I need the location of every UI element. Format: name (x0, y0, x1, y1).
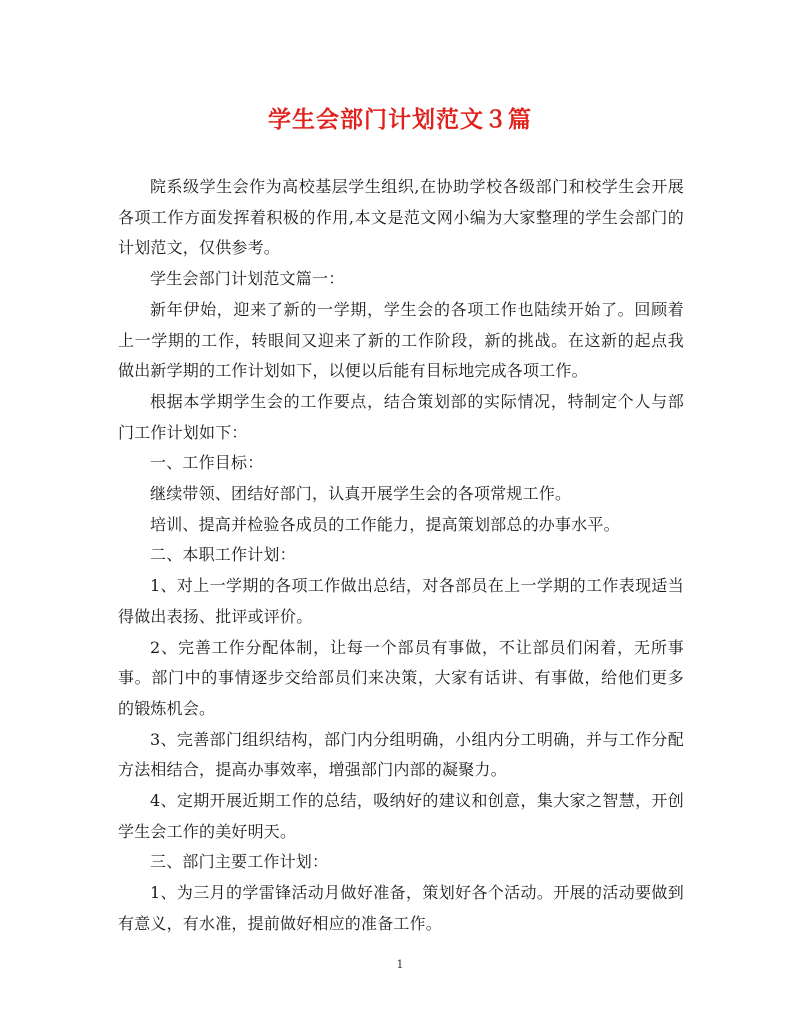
duty-item-2: 2、完善工作分配体制，让每一个部员有事做，不让部员们闲着，无所事事。部门中的事情逐步交给部员们来决策，大家有话讲、有事做，给他们更多的锻炼机会。 (118, 637, 684, 718)
document-title: 学生会部门计划范文３篇 (268, 106, 532, 133)
goal-item-2: 培训、提高并检验各成员的工作能力，提高策划部总的办事水平。 (150, 514, 620, 534)
duty-item-3: 3、完善部门组织结构，部门内分组明确，小组内分工明确，并与工作分配方法相结合，提高办事效率，增强部门内部的凝聚力。 (118, 729, 684, 780)
opening-paragraph: 新年伊始，迎来了新的一学期，学生会的各项工作也陆续开始了。回顾着上一学期的工作，转眼间又迎来了新的工作阶段，新的挑战。在这新的起点我做出新学期的工作计划如下，以便以后能有目标地完成各项工作。 (118, 299, 684, 381)
main-plan-heading: 三、部门主要工作计划： (150, 852, 329, 872)
section-heading-part-one: 学生会部门计划范文篇一： (150, 269, 345, 289)
page-number: 1 (396, 958, 404, 971)
main-plan-item-1: 1、为三月的学雷锋活动月做好准备，策划好各个活动。开展的活动要做到有意义，有水准，提前做好相应的准备工作。 (118, 883, 684, 933)
duty-item-4: 4、定期开展近期工作的总结，吸纳好的建议和创意，集大家之智慧，开创学生会工作的美好明天。 (118, 791, 684, 841)
work-goals-heading: 一、工作目标： (150, 453, 264, 473)
goal-item-1: 继续带领、团结好部门，认真开展学生会的各项常规工作。 (150, 484, 572, 504)
duty-plan-heading: 二、本职工作计划： (150, 545, 296, 565)
intro-paragraph: 院系级学生会作为高校基层学生组织,在协助学校各级部门和校学生会开展各项工作方面发挥着积极的作用,本文是范文网小编为大家整理的学生会部门的计划范文，仅供参考。 (118, 177, 684, 258)
duty-item-1: 1、对上一学期的各项工作做出总结，对各部员在上一学期的工作表现适当得做出表扬、批评或评价。 (118, 576, 684, 626)
plan-basis-paragraph: 根据本学期学生会的工作要点，结合策划部的实际情况，特制定个人与部门工作计划如下： (118, 391, 684, 442)
document-body (118, 172, 684, 940)
